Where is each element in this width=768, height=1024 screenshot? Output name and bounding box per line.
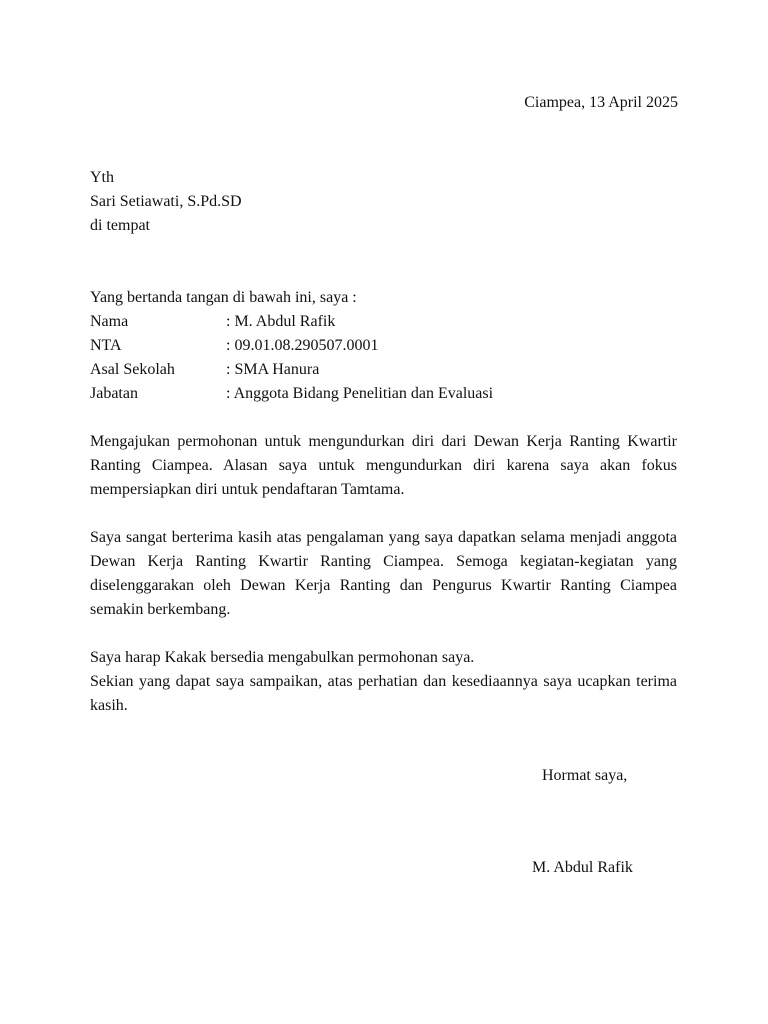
letter-date: Ciampea, 13 April 2025	[524, 94, 678, 111]
closing-phrase: Hormat saya,	[542, 767, 628, 784]
field-row-nta	[90, 334, 493, 358]
recipient-salutation: Yth	[90, 169, 114, 186]
field-value: : SMA Hanura	[226, 361, 320, 378]
body-paragraph-4: Sekian yang dapat saya sampaikan, atas perhatian dan kesediaannya saya ucapkan terima kasih.	[90, 673, 677, 714]
field-value: : Anggota Bidang Penelitian dan Evaluasi	[226, 385, 494, 402]
field-label: Jabatan	[90, 385, 138, 402]
field-row-jabatan	[90, 382, 493, 406]
field-label: NTA	[90, 337, 122, 354]
body-paragraph-3: Saya harap Kakak bersedia mengabulkan permohonan saya.	[90, 649, 475, 666]
signer-name: M. Abdul Rafik	[532, 859, 633, 876]
recipient-place: di tempat	[90, 217, 150, 234]
recipient-name: Sari Setiawati, S.Pd.SD	[90, 193, 242, 210]
field-value: : 09.01.08.290507.0001	[226, 337, 379, 354]
intro-line: Yang bertanda tangan di bawah ini, saya :	[90, 289, 357, 306]
field-label: Nama	[90, 313, 129, 330]
body-paragraph-2: Saya sangat berterima kasih atas pengalaman yang saya dapatkan selama menjadi anggota Dewan Kerja Ranting Kwartir Ranting Ciampea. Semoga kegiatan-kegiatan yang diselenggarakan oleh Dewan Kerja Ranting dan Pengurus Kwartir Ranting Ciampea semakin berkembang.	[90, 529, 677, 618]
field-row-asal-sekolah	[90, 358, 493, 382]
body-paragraph-1: Mengajukan permohonan untuk mengundurkan diri dari Dewan Kerja Ranting Kwartir Ranting Ciampea. Alasan saya untuk mengundurkan diri karena saya akan fokus mempersiapkan diri untuk pendaftaran Tamtama.	[90, 433, 677, 498]
identity-fields	[90, 310, 493, 406]
field-row-nama	[90, 310, 493, 334]
field-value: : M. Abdul Rafik	[226, 313, 336, 330]
field-label: Asal Sekolah	[90, 361, 175, 378]
recipient-block	[90, 166, 242, 238]
